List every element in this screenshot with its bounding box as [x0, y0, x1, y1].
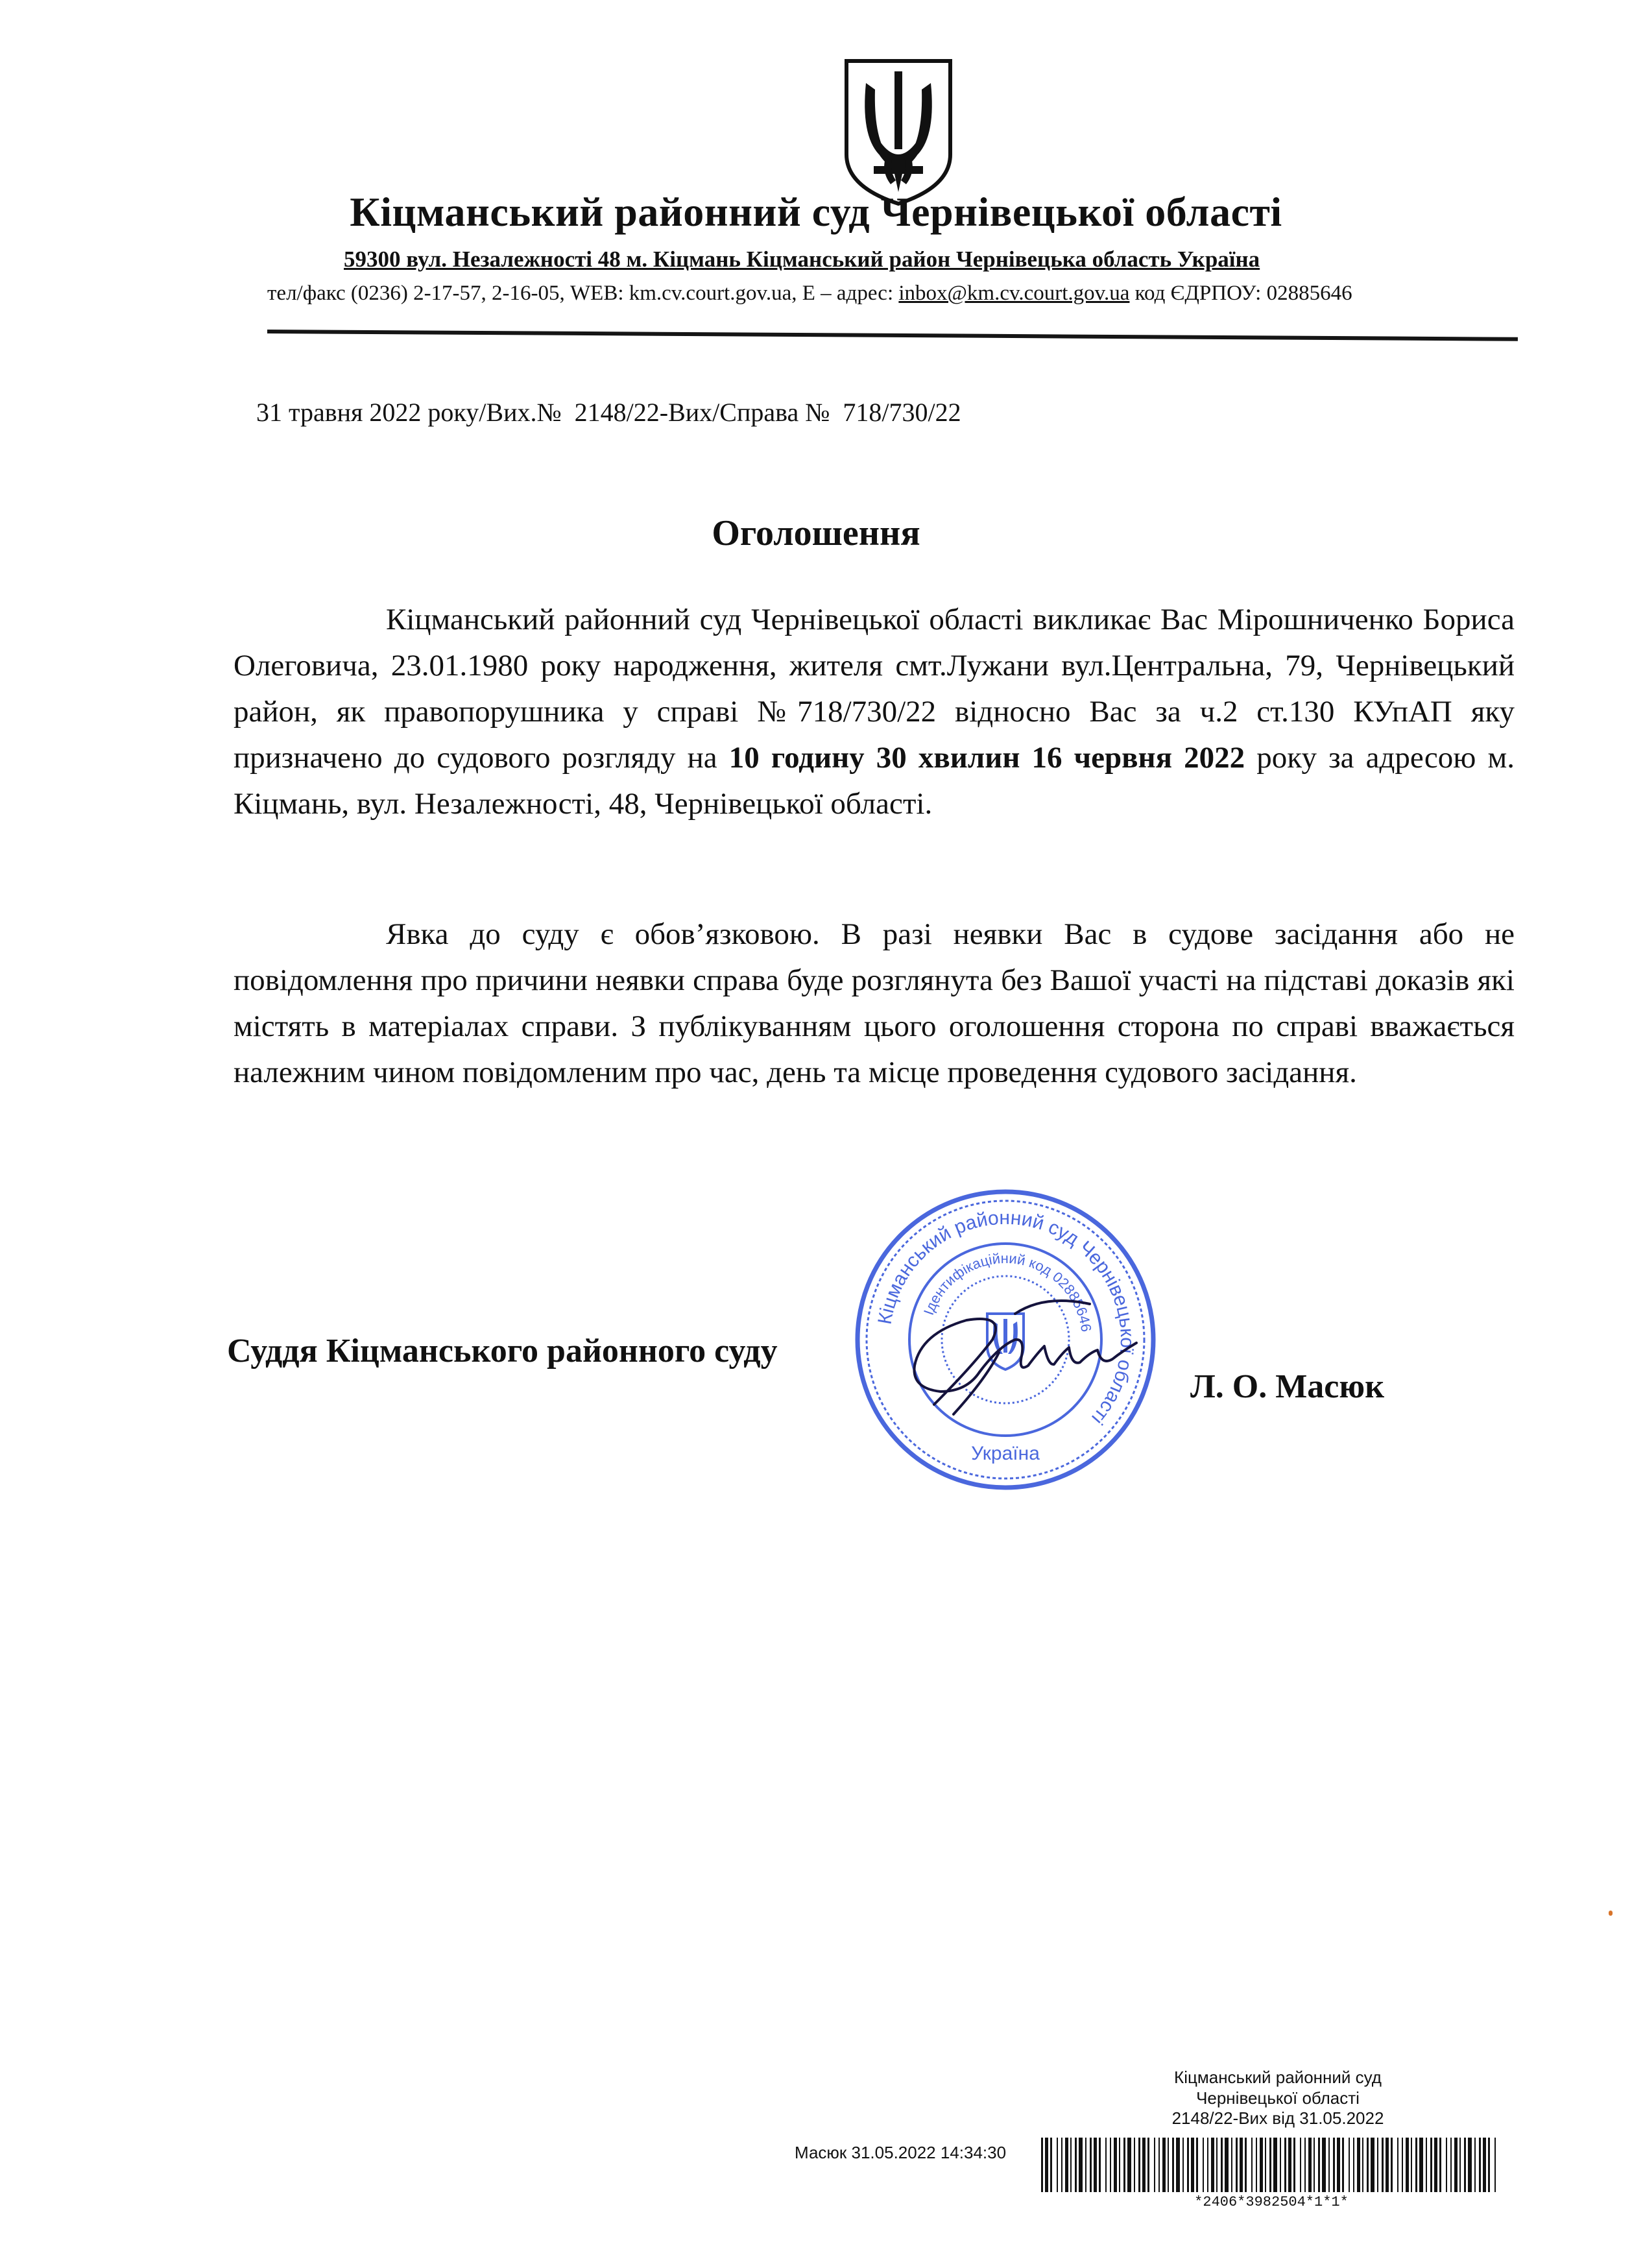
contacts-email: inbox@km.cv.court.gov.ua [898, 282, 1130, 305]
seal-bottom-text: Україна [971, 1443, 1040, 1464]
contacts-prefix: тел/факс (0236) 2-17-57, 2-16-05, WEB: km.cv.court.gov.ua, E – адрес: [267, 282, 899, 305]
summons-text-part2: року за адресою м. Кіцмань, вул. Незалежності, 48, Чернівецької області. [234, 741, 1515, 821]
hearing-datetime: 10 годину 30 хвилин 16 червня 2022 [728, 741, 1245, 775]
registration-court-line2: Чернівецької області [1196, 2088, 1360, 2108]
judge-name: Л. О. Масюк [1190, 1368, 1385, 1405]
document-heading: Оголошення [712, 513, 920, 553]
barcode-text: *2406*3982504*1*1* [1194, 2194, 1349, 2210]
registration-number: 2148/22-Вих від 31.05.2022 [1171, 2108, 1384, 2128]
seal-ring-text: Кіцманський районний суд Чернівецької області [874, 1207, 1138, 1429]
header-divider [267, 330, 1518, 341]
court-name-title: Кіцманський районний суд Чернівецької області [350, 189, 1282, 235]
registration-court [1096, 2067, 1459, 2108]
registration-signer: Масюк 31.05.2022 14:34:30 [795, 2143, 1007, 2162]
judge-title: Суддя Кіцманського районного суду [227, 1333, 778, 1369]
court-address: 59300 вул. Незалежності 48 м. Кіцмань Кіцманський район Чернівецька область Україна [344, 247, 1260, 272]
contacts-suffix: код ЄДРПОУ: 02885646 [1129, 282, 1352, 305]
signature-icon [895, 1268, 1155, 1430]
seal-inner-text: Ідентифікаційний код 02885646 [920, 1249, 1095, 1333]
scan-artifact [1609, 1911, 1613, 1916]
court-contacts [267, 282, 1352, 306]
attendance-paragraph: Явка до суду є обов’язковою. В разі неявки Вас в судове засідання або не повідомлення про причини неявки справа буде розглянута без Вашої участі на підставі доказів які містять в матеріалах справи. З публікуванням цього оголошення сторона по справі вважається належним чином повідомленим про час, день та місце проведення судового засідання. [234, 917, 1515, 1089]
registration-court-line1: Кіцманський районний суд [1174, 2068, 1382, 2087]
coat-of-arms-icon [841, 57, 955, 206]
outgoing-reference-line: 31 травня 2022 року/Вих.№ 2148/22-Вих/Справа № 718/730/22 [256, 398, 961, 427]
summons-text-part1: Кіцманський районний суд Чернівецької області викликає Вас Мірошниченко Бориса Олеговича, 23.01.1980 року народження, жителя смт.Лужани вул.Центральна, 79, Чернівецький район, як правопорушника у справі №718/730/22 відносно Вас за ч.2 ст.130 КУпАП яку призначено до судового розгляду на [234, 603, 1515, 775]
summons-paragraph [234, 597, 1515, 827]
barcode-icon [1041, 2138, 1502, 2192]
